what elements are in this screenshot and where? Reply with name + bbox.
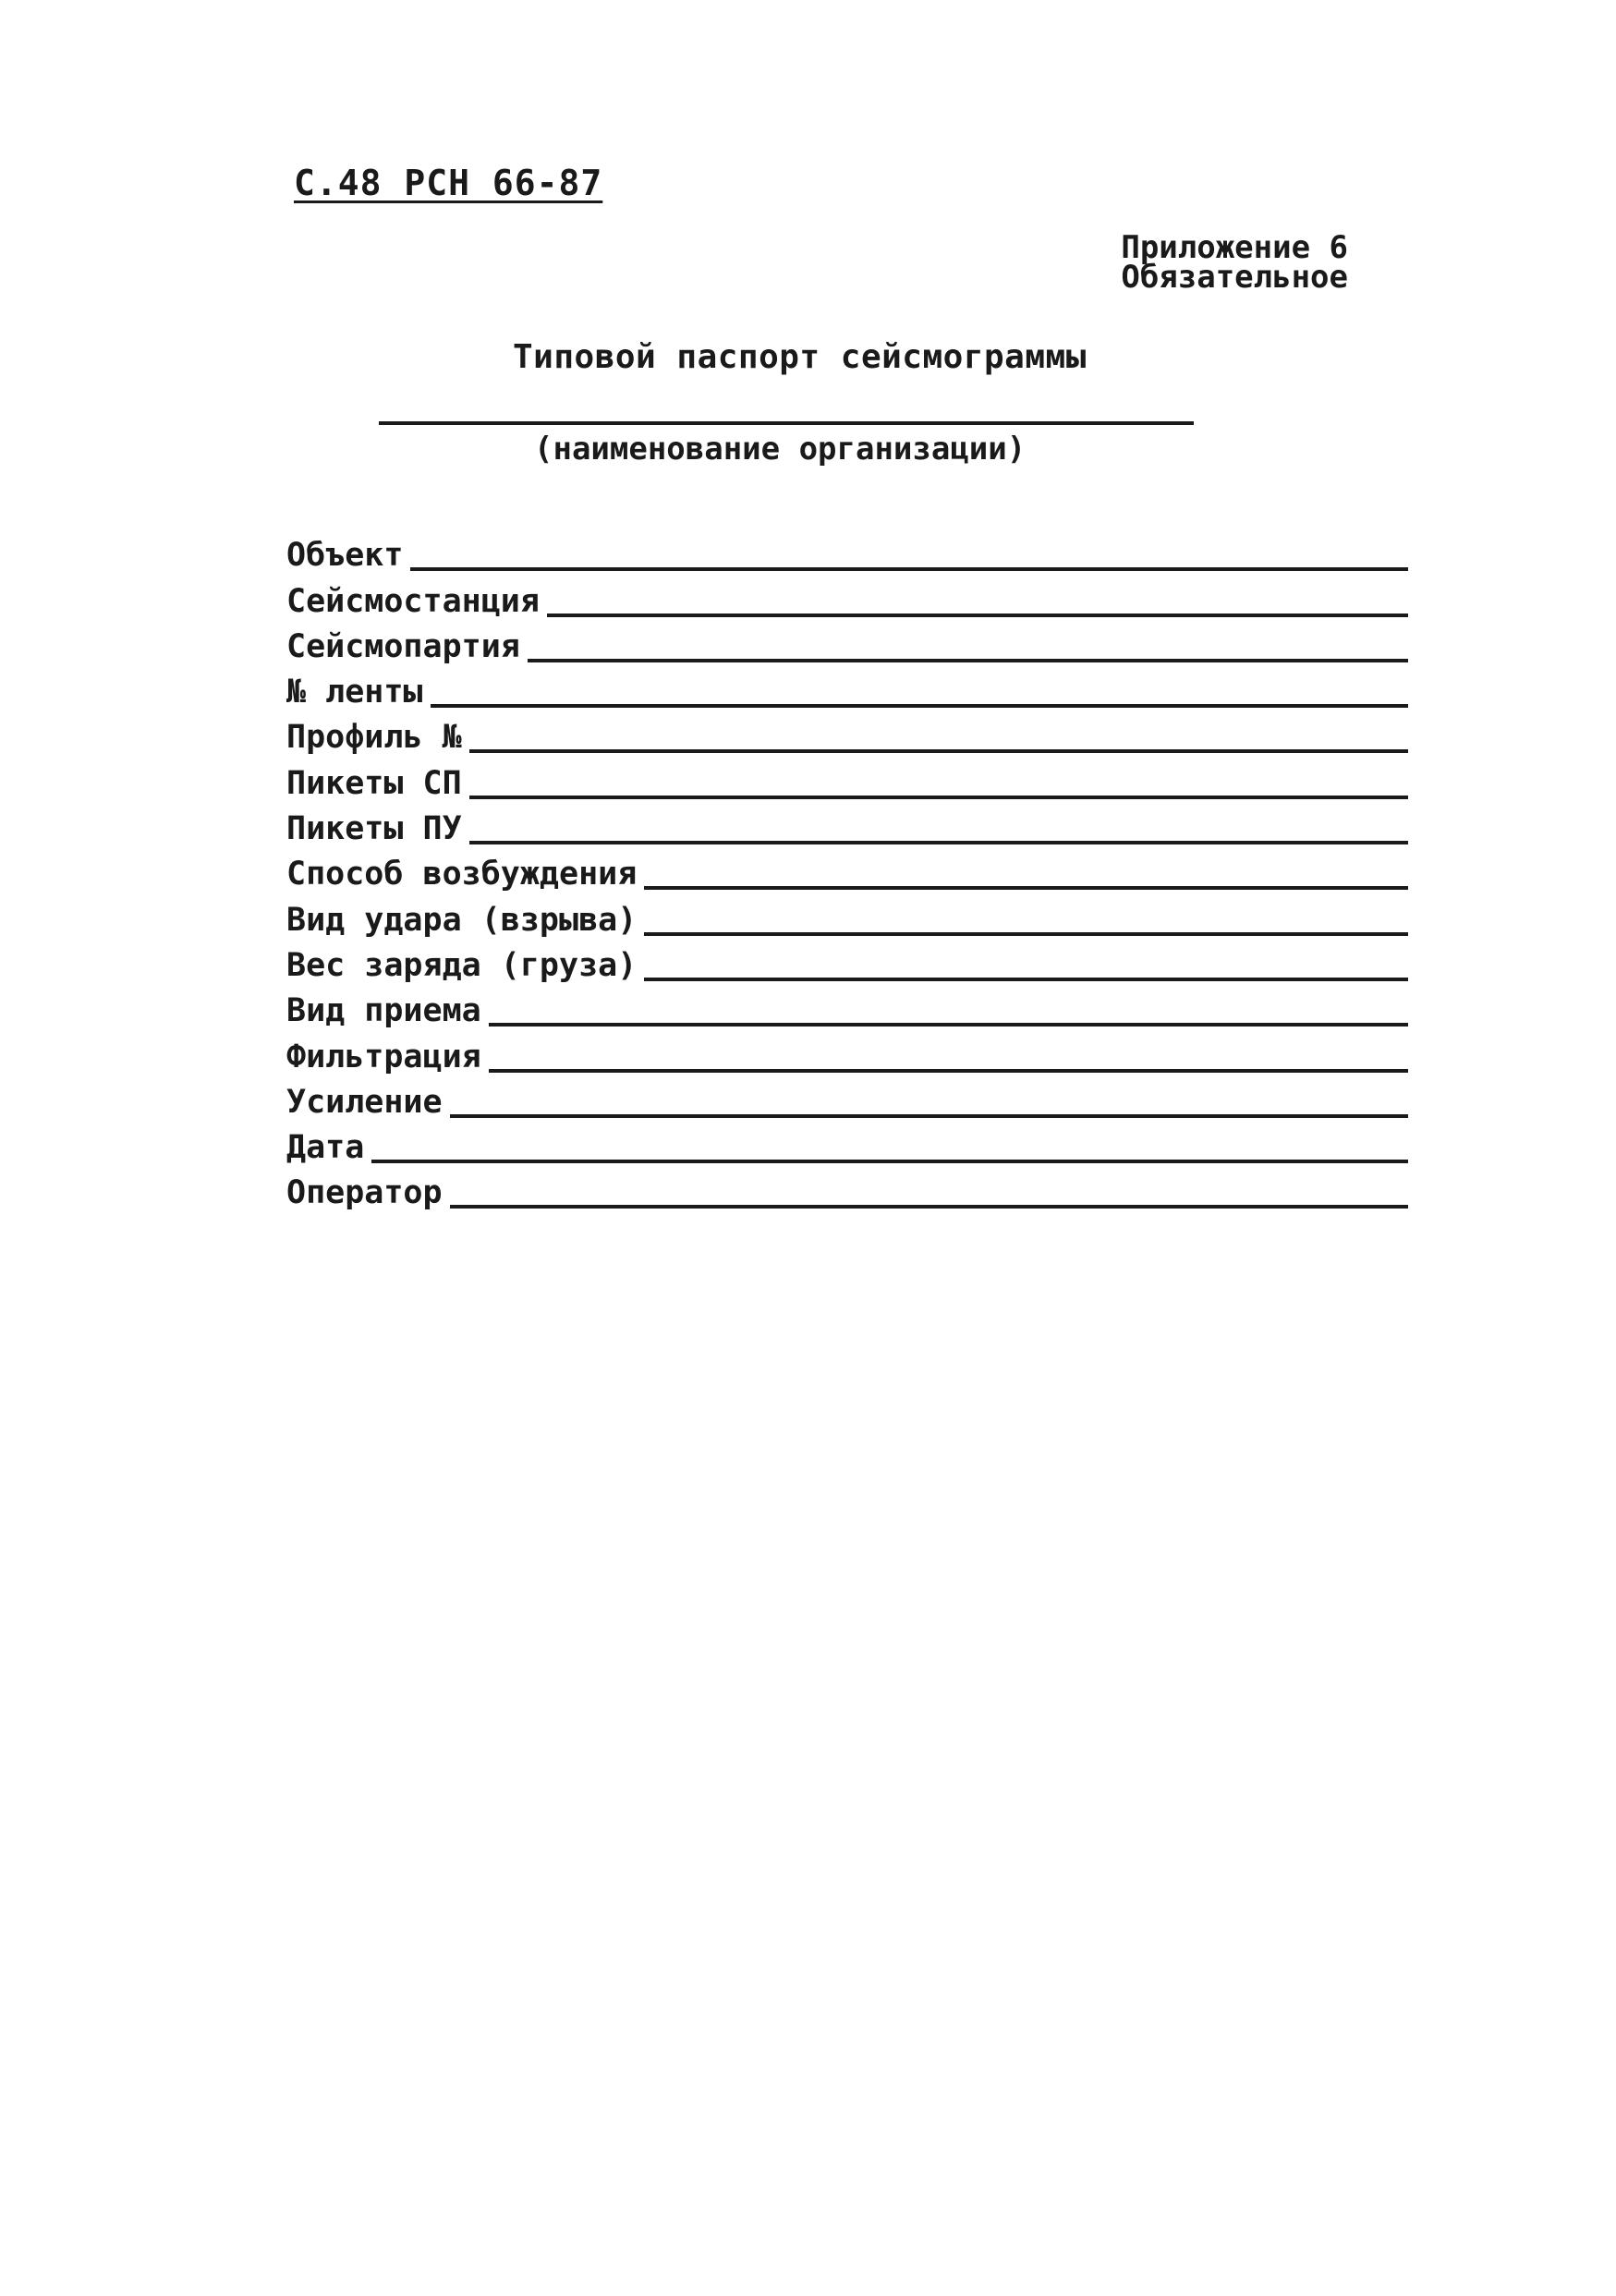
fill-in-line [469, 796, 1408, 799]
organization-caption: (наименование организации) [534, 431, 1027, 468]
field-label: Способ возбуждения [286, 856, 638, 893]
fill-in-line [489, 1069, 1408, 1073]
field-label: Сейсмостанция [286, 582, 540, 620]
field-label: № ленты [286, 674, 423, 711]
field-label: Сейсмопартия [286, 627, 520, 665]
field-row-gain [286, 1075, 1408, 1121]
fill-in-line [489, 1023, 1408, 1027]
fill-in-line [450, 1114, 1408, 1118]
field-row-charge-weight [286, 939, 1408, 984]
field-label: Вид удара (взрыва) [286, 901, 638, 939]
field-label: Оператор [286, 1174, 443, 1212]
passport-fields [286, 528, 1408, 1211]
appendix-status: Обязательное [1121, 259, 1348, 296]
fill-in-line [371, 1160, 1408, 1163]
fill-in-line [528, 659, 1408, 662]
document-reference: С.48 РСН 66-87 [294, 163, 603, 203]
fill-in-line [644, 932, 1408, 936]
field-row-filtering [286, 1029, 1408, 1075]
field-row-impact-type [286, 893, 1408, 938]
field-label: Фильтрация [286, 1038, 481, 1075]
field-row-excitation-method [286, 847, 1408, 893]
fill-in-line [469, 841, 1408, 844]
organization-name-line [379, 421, 1194, 425]
field-row-profile-number [286, 711, 1408, 756]
field-label: Пикеты СП [286, 764, 462, 802]
field-row-seismic-station [286, 574, 1408, 619]
field-label: Вес заряда (груза) [286, 946, 638, 984]
fill-in-line [450, 1205, 1408, 1209]
field-row-tape-number [286, 665, 1408, 711]
field-label: Пикеты ПУ [286, 810, 462, 848]
field-label: Дата [286, 1129, 365, 1167]
field-label: Вид приема [286, 992, 481, 1030]
field-row-seismic-party [286, 620, 1408, 665]
appendix-block [1121, 229, 1348, 296]
fill-in-line [547, 613, 1408, 617]
fill-in-line [410, 567, 1408, 571]
field-row-receiver-pickets [286, 802, 1408, 847]
field-label: Усиление [286, 1083, 443, 1121]
field-row-date [286, 1121, 1408, 1166]
field-row-operator [286, 1166, 1408, 1211]
field-row-object [286, 528, 1408, 574]
field-label: Профиль № [286, 719, 462, 757]
appendix-number: Приложение 6 [1121, 229, 1348, 266]
field-row-shot-pickets [286, 756, 1408, 801]
fill-in-line [644, 978, 1408, 981]
fill-in-line [431, 704, 1408, 708]
form-title: Типовой паспорт сейсмограммы [513, 338, 1087, 376]
field-label: Объект [286, 537, 404, 575]
field-row-reception-type [286, 984, 1408, 1029]
fill-in-line [644, 886, 1408, 890]
fill-in-line [469, 749, 1408, 753]
